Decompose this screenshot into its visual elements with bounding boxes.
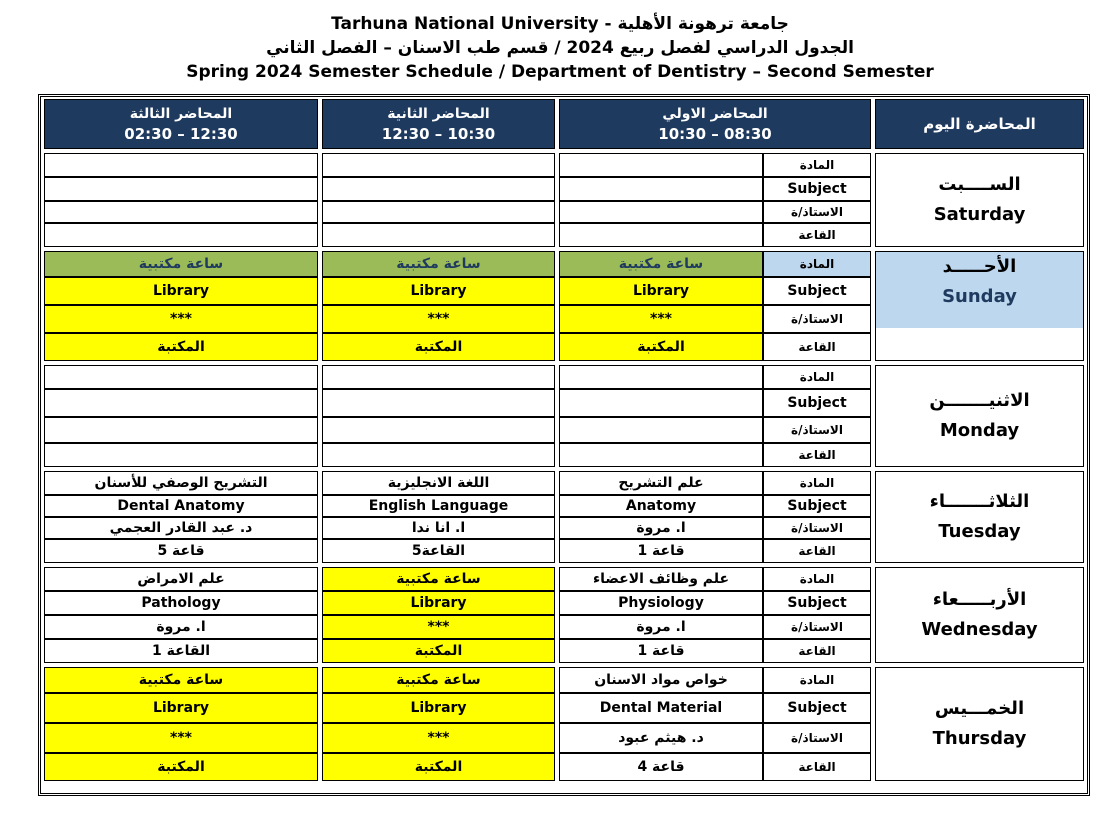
- label-subject-ar: المادة: [763, 153, 871, 177]
- lecture-cell: ***: [44, 305, 318, 333]
- lecture-cell: [559, 177, 763, 201]
- lecture-cell: علم وظائف الاعضاء: [559, 567, 763, 591]
- label-subject-en: Subject: [763, 591, 871, 615]
- day-wednesday: [875, 567, 1084, 663]
- lecture-cell: ساعة مكتبية: [322, 251, 555, 277]
- label-teacher: الاستاذ/ة: [763, 723, 871, 753]
- label-subject-en: Subject: [763, 389, 871, 417]
- label-room: القاعة: [763, 539, 871, 563]
- label-teacher: الاستاذ/ة: [763, 201, 871, 223]
- lecture-cell: د. هيثم عبود: [559, 723, 763, 753]
- label-subject-ar: المادة: [763, 365, 871, 389]
- day-saturday: [875, 153, 1084, 247]
- label-teacher: الاستاذ/ة: [763, 517, 871, 539]
- lecture-cell: [559, 201, 763, 223]
- header-row: [44, 99, 1084, 149]
- lecture-cell: [322, 153, 555, 177]
- label-subject-en: Subject: [763, 277, 871, 305]
- lecture-cell: Pathology: [44, 591, 318, 615]
- lecture-2-header: [322, 99, 555, 149]
- lecture-cell: ساعة مكتبية: [44, 251, 318, 277]
- lecture-2-title: المحاضر الثانية: [387, 106, 490, 122]
- lecture-cell: [322, 177, 555, 201]
- lecture-cell: المكتبة: [44, 333, 318, 361]
- label-subject-ar: المادة: [763, 471, 871, 495]
- lecture-cell: [322, 443, 555, 467]
- label-room: القاعة: [763, 753, 871, 781]
- day-thursday: [875, 667, 1084, 781]
- lecture-cell: [44, 365, 318, 389]
- lecture-cell: ***: [322, 305, 555, 333]
- lecture-cell: [44, 223, 318, 247]
- label-subject-ar: المادة: [763, 251, 871, 277]
- lecture-1-header: [559, 99, 871, 149]
- lecture-cell: [44, 177, 318, 201]
- day-tuesday: [875, 471, 1084, 563]
- lecture-cell: Library: [44, 277, 318, 305]
- lecture-cell: ساعة مكتبية: [322, 567, 555, 591]
- lecture-cell: Anatomy: [559, 495, 763, 517]
- lecture-cell: ساعة مكتبية: [559, 251, 763, 277]
- university-title: Tarhuna National University - جامعة ترهونة الأهلية: [331, 14, 789, 34]
- lecture-cell: [322, 417, 555, 443]
- lecture-cell: [44, 417, 318, 443]
- lecture-cell: [559, 223, 763, 247]
- lecture-cell: ا. مروة: [44, 615, 318, 639]
- lecture-cell: المكتبة: [44, 753, 318, 781]
- lecture-cell: القاعة5: [322, 539, 555, 563]
- lecture-cell: Library: [559, 277, 763, 305]
- lecture-cell: English Language: [322, 495, 555, 517]
- lecture-cell: د. عبد القادر العجمي: [44, 517, 318, 539]
- label-room: القاعة: [763, 333, 871, 361]
- lecture-cell: [559, 417, 763, 443]
- lecture-cell: ***: [322, 615, 555, 639]
- lecture-cell: [559, 365, 763, 389]
- day-column-header: المحاضرة اليوم: [875, 99, 1084, 149]
- lecture-cell: قاعة 4: [559, 753, 763, 781]
- lecture-cell: [44, 201, 318, 223]
- day-sunday: [875, 251, 1084, 361]
- schedule-table: [44, 99, 1084, 781]
- lecture-cell: Library: [322, 591, 555, 615]
- day-name-en: Sunday: [942, 286, 1017, 307]
- lecture-cell: علم التشريح: [559, 471, 763, 495]
- label-subject-en: Subject: [763, 177, 871, 201]
- lecture-cell: ***: [322, 723, 555, 753]
- lecture-cell: ساعة مكتبية: [322, 667, 555, 693]
- lecture-cell: قاعة 1: [559, 639, 763, 663]
- document-header: [0, 12, 1120, 84]
- lecture-3-title: المحاضر الثالثة: [129, 106, 233, 122]
- lecture-cell: [322, 201, 555, 223]
- lecture-cell: Library: [44, 693, 318, 723]
- day-name-en: Monday: [939, 420, 1020, 441]
- lecture-cell: Dental Material: [559, 693, 763, 723]
- label-room: القاعة: [763, 639, 871, 663]
- lecture-cell: ا. مروة: [559, 615, 763, 639]
- lecture-3-time: 02:30 – 12:30: [124, 125, 238, 143]
- day-name-en: Thursday: [932, 728, 1027, 749]
- day-name-ar: الســــبت: [938, 174, 1021, 195]
- day-monday: [875, 365, 1084, 467]
- lecture-cell: قاعة 5: [44, 539, 318, 563]
- lecture-cell: Library: [322, 277, 555, 305]
- lecture-cell: القاعة 1: [44, 639, 318, 663]
- lecture-cell: اللغة الانجليزية: [322, 471, 555, 495]
- lecture-1-title: المحاضر الاولي: [662, 106, 768, 122]
- lecture-cell: [44, 443, 318, 467]
- label-subject-ar: المادة: [763, 567, 871, 591]
- lecture-cell: ***: [559, 305, 763, 333]
- lecture-cell: [559, 389, 763, 417]
- lecture-2-time: 12:30 – 10:30: [381, 125, 496, 143]
- day-name-en: Tuesday: [938, 521, 1021, 542]
- label-teacher: الاستاذ/ة: [763, 305, 871, 333]
- lecture-cell: خواص مواد الاسنان: [559, 667, 763, 693]
- lecture-3-header: [44, 99, 318, 149]
- label-teacher: الاستاذ/ة: [763, 417, 871, 443]
- lecture-cell: ا. انا ندا: [322, 517, 555, 539]
- lecture-cell: [559, 153, 763, 177]
- schedule-title-arabic: الجدول الدراسي لفصل ربيع 2024 / قسم طب الاسنان – الفصل الثاني: [266, 38, 854, 58]
- lecture-cell: Physiology: [559, 591, 763, 615]
- lecture-cell: [44, 389, 318, 417]
- lecture-1-time: 10:30 – 08:30: [658, 125, 772, 143]
- lecture-cell: ا. مروة: [559, 517, 763, 539]
- day-name-ar: الأحـــــد: [942, 256, 1017, 277]
- lecture-cell: ***: [44, 723, 318, 753]
- lecture-cell: علم الامراض: [44, 567, 318, 591]
- lecture-cell: [322, 223, 555, 247]
- day-name-en: Wednesday: [921, 619, 1038, 640]
- lecture-cell: [322, 389, 555, 417]
- lecture-cell: المكتبة: [322, 333, 555, 361]
- lecture-cell: [44, 153, 318, 177]
- saturday-row-subject-ar: [44, 153, 1084, 177]
- lecture-cell: [322, 365, 555, 389]
- label-room: القاعة: [763, 443, 871, 467]
- label-subject-ar: المادة: [763, 667, 871, 693]
- lecture-cell: قاعة 1: [559, 539, 763, 563]
- day-name-ar: الاثنيـــــــن: [929, 390, 1030, 411]
- label-room: القاعة: [763, 223, 871, 247]
- lecture-cell: Library: [322, 693, 555, 723]
- day-name-en: Saturday: [933, 204, 1026, 225]
- lecture-cell: ساعة مكتبية: [44, 667, 318, 693]
- label-subject-en: Subject: [763, 693, 871, 723]
- label-teacher: الاستاذ/ة: [763, 615, 871, 639]
- lecture-cell: المكتبة: [322, 639, 555, 663]
- day-name-ar: الخمـــيس: [934, 698, 1025, 719]
- day-name-ar: الثلاثـــــــاء: [929, 491, 1030, 512]
- lecture-cell: Dental Anatomy: [44, 495, 318, 517]
- day-name-ar: الأربـــــعاء: [932, 589, 1027, 610]
- lecture-cell: [559, 443, 763, 467]
- schedule-sheet: [38, 94, 1090, 796]
- lecture-cell: المكتبة: [559, 333, 763, 361]
- lecture-cell: التشريح الوصفي للأسنان: [44, 471, 318, 495]
- schedule-title-english: Spring 2024 Semester Schedule / Department of Dentistry – Second Semester: [186, 62, 934, 82]
- label-subject-en: Subject: [763, 495, 871, 517]
- lecture-cell: المكتبة: [322, 753, 555, 781]
